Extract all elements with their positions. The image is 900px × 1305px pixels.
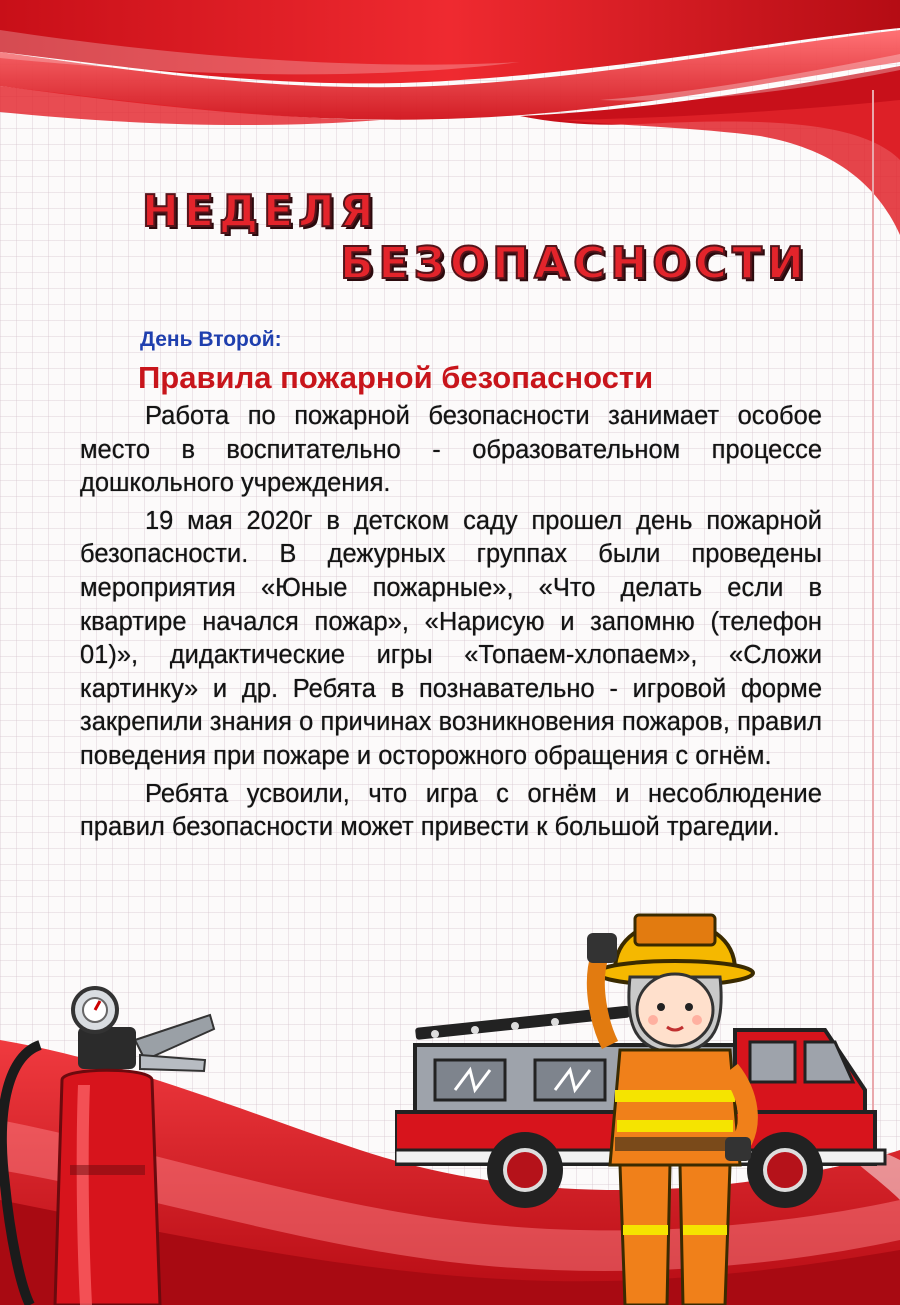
article-paragraph-3: Ребята усвоили, что игра с огнём и несоблюдение правил безопасности может привести к большой трагедии. bbox=[80, 779, 822, 842]
section-title: Правила пожарной безопасности bbox=[138, 360, 654, 395]
article-paragraph-2: 19 мая 2020г в детском саду прошел день пожарной безопасности. В дежурных группах были проведены мероприятия «Юные пожарные», «Что делать если в квартире начался пожар», «Нарисую и запомню (телефон 01)», дидактические игры «Топаем-хлопаем», «Сложи картинку» и др. Ребята в познавательно - игровой форме закрепили знания о причинах возникновения пожаров, правил поведения при пожаре и осторожного обращения с огнём. bbox=[80, 506, 822, 770]
article-body bbox=[80, 400, 822, 849]
heading-week: НЕДЕЛЯ bbox=[142, 186, 379, 237]
article-paragraph-1: Работа по пожарной безопасности занимает особое место в воспитательно - образовательном процессе дошкольного учреждения. bbox=[80, 402, 822, 498]
heading-safety: БЕЗОПАСНОСТИ bbox=[340, 238, 809, 289]
margin-line bbox=[872, 90, 874, 1110]
day-label: День Второй: bbox=[140, 328, 282, 351]
fire-extinguisher-icon bbox=[0, 985, 230, 1305]
top-ribbon-decoration bbox=[0, 0, 900, 240]
firefighter-child-icon bbox=[575, 885, 775, 1305]
